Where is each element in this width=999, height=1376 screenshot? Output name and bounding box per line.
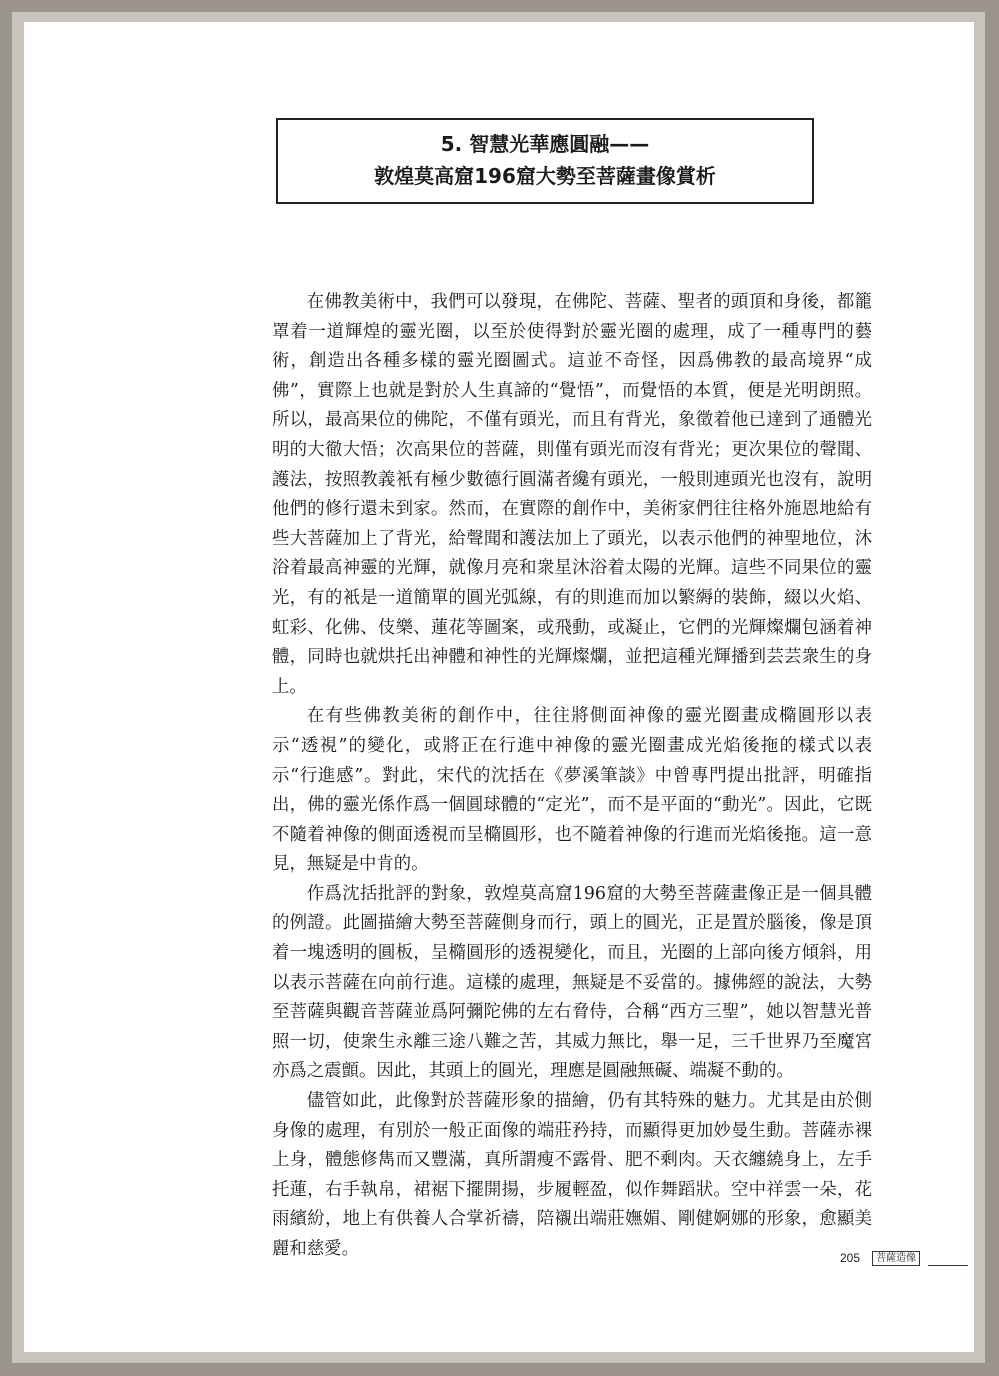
running-head-rule [928, 1265, 968, 1266]
title-box [276, 118, 814, 204]
paragraph-2: 在有些佛教美術的創作中，往往將側面神像的靈光圈畫成橢圓形以表示“透視”的變化，或將正在行進中神像的靈光圈畫成光焰後拖的樣式以表示“行進感”。對此，宋代的沈括在《夢溪筆談》中曾專門提出批評，明確指出，佛的靈光係作爲一個圓球體的“定光”，而不是平面的“動光”。因此，它既不隨着神像的側面透視而呈橢圓形，也不隨着神像的行進而光焰後拖。這一意見，無疑是中肯的。 [272, 706, 872, 875]
paragraph-4: 儘管如此，此像對於菩薩形象的描繪，仍有其特殊的魅力。尤其是由於側身像的處理，有別於一般正面像的端莊矜持，而顯得更加妙曼生動。菩薩赤裸上身，體態修雋而又豐滿，真所謂瘦不露骨、肥不剩肉。天衣纏繞身上，左手托蓮，右手執帛，裙裾下擺開揚，步履輕盈，似作舞蹈狀。空中祥雲一朵，花雨繽紛，地上有供養人合掌祈禱，陪襯出端莊嫵媚、剛健婀娜的形象，愈顯美麗和慈愛。 [272, 1091, 872, 1259]
paragraph-1: 在佛教美術中，我們可以發現，在佛陀、菩薩、聖者的頭頂和身後，都籠罩着一道輝煌的靈光圈，以至於使得對於靈光圈的處理，成了一種專門的藝術，創造出各種多樣的靈光圈圖式。這並不奇怪，因爲佛教的最高境界“成佛”，實際上也就是對於人生真諦的“覺悟”，而覺悟的本質，便是光明朗照。所以，最高果位的佛陀，不僅有頭光，而且有背光，象徵着他已達到了通體光明的大徹大悟；次高果位的菩薩，則僅有頭光而沒有背光；更次果位的聲聞、護法，按照教義衹有極少數德行圓滿者纔有頭光，一般則連頭光也沒有，說明他們的修行還未到家。然而，在實際的創作中，美術家們往往格外施恩地給有些大菩薩加上了背光，給聲聞和護法加上了頭光，以表示他們的神聖地位，沐浴着最高神靈的光輝，就像月亮和衆星沐浴着太陽的光輝。這些不同果位的靈光，有的衹是一道簡單的圓光弧線，有的則進而加以繁縟的裝飾，綴以火焰、虹彩、化佛、伎樂、蓮花等圖案，或飛動，或凝止，它們的光輝燦爛包涵着神體，同時也就烘托出神體和神性的光輝燦爛，並把這種光輝播到芸芸衆生的身上。 [272, 292, 872, 697]
running-head: 菩薩造像 [872, 1251, 920, 1266]
paragraph-3: 作爲沈括批評的對象，敦煌莫高窟196窟的大勢至菩薩畫像正是一個具體的例證。此圖描繪大勢至菩薩側身而行，頭上的圓光，正是置於腦後，像是頂着一塊透明的圓板，呈橢圓形的透視變化，而且，光圈的上部向後方傾斜，用以表示菩薩在向前行進。這樣的處理，無疑是不妥當的。據佛經的說法，大勢至菩薩與觀音菩薩並爲阿彌陀佛的左右脅侍，合稱“西方三聖”，她以智慧光普照一切，使衆生永離三途八難之苦，其威力無比，舉一足，三千世界乃至魔宮亦爲之震顫。因此，其頭上的圓光，理應是圓融無礙、端凝不動的。 [272, 883, 872, 1082]
title-line-2: 敦煌莫高窟196窟大勢至菩薩畫像賞析 [374, 164, 716, 188]
title-line-1: 5. 智慧光華應圓融—— [440, 132, 650, 156]
page-number: 205 [840, 1251, 861, 1265]
body-text [272, 288, 872, 1265]
book-page [24, 22, 974, 1352]
